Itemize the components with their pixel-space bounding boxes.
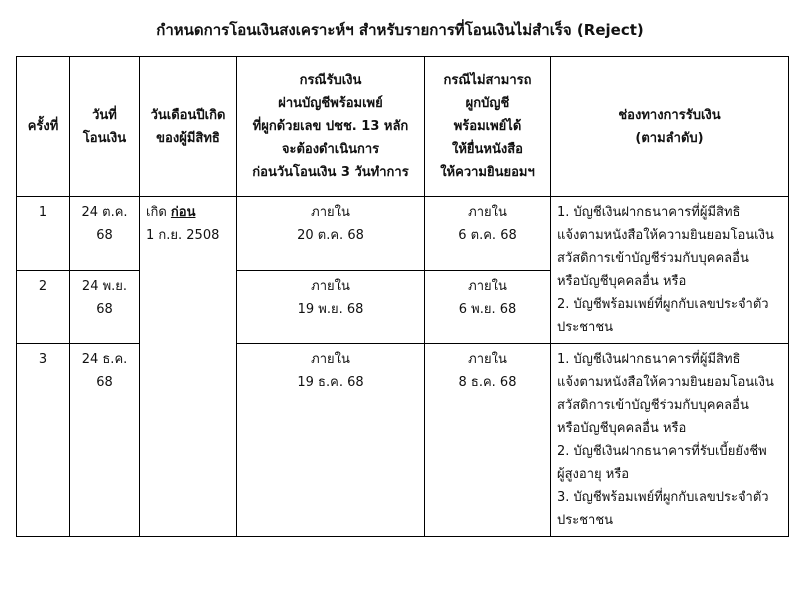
header-channels: ช่องทางการรับเงิน (ตามลำดับ) bbox=[551, 57, 789, 197]
transfer-date-cell: 24 ธ.ค. 68 bbox=[70, 344, 140, 537]
no-promptpay-deadline-cell: ภายใน 6 พ.ย. 68 bbox=[425, 270, 551, 344]
reject-transfer-schedule-table bbox=[16, 56, 789, 537]
round-cell: 1 bbox=[17, 197, 70, 271]
channels-cell: 1. บัญชีเงินฝากธนาคารที่ผู้มีสิทธิ แจ้งตามหนังสือให้ความยินยอมโอนเงิน สวัสดิการเข้าบัญชีร่วมกับบุคคลอื่น หรือบัญชีบุคคลอื่น หรือ 2. บัญชีเงินฝากธนาคารที่รับเบี้ยยังชีพ ผู้สูงอายุ หรือ 3. บัญชีพร้อมเพย์ที่ผูกกับเลขประจำตัว ประชาชน bbox=[551, 344, 789, 537]
before-underlined: ก่อน bbox=[170, 205, 196, 220]
no-promptpay-deadline-cell: ภายใน 8 ธ.ค. 68 bbox=[425, 344, 551, 537]
birth-date-cell: เกิด ก่อน 1 ก.ย. 2508 bbox=[140, 197, 237, 537]
channels-cell: 1. บัญชีเงินฝากธนาคารที่ผู้มีสิทธิ แจ้งตามหนังสือให้ความยินยอมโอนเงิน สวัสดิการเข้าบัญชีร่วมกับบุคคลอื่น หรือบัญชีบุคคลอื่น หรือ 2. บัญชีพร้อมเพย์ที่ผูกกับเลขประจำตัว ประชาชน bbox=[551, 197, 789, 344]
round-cell: 2 bbox=[17, 270, 70, 344]
table-row bbox=[17, 197, 789, 271]
header-round: ครั้งที่ bbox=[17, 57, 70, 197]
header-no-promptpay: กรณีไม่สามารถ ผูกบัญชี พร้อมเพย์ได้ ให้ยื่นหนังสือ ให้ความยินยอมฯ bbox=[425, 57, 551, 197]
header-promptpay: กรณีรับเงิน ผ่านบัญชีพร้อมเพย์ ที่ผูกด้วยเลข ปชช. 13 หลัก จะต้องดำเนินการ ก่อนวันโอนเงิน 3 วันทำการ bbox=[237, 57, 425, 197]
promptpay-deadline-cell: ภายใน 19 ธ.ค. 68 bbox=[237, 344, 425, 537]
transfer-date-cell: 24 ต.ค. 68 bbox=[70, 197, 140, 271]
promptpay-deadline-cell: ภายใน 19 พ.ย. 68 bbox=[237, 270, 425, 344]
promptpay-deadline-cell: ภายใน 20 ต.ค. 68 bbox=[237, 197, 425, 271]
transfer-date-cell: 24 พ.ย. 68 bbox=[70, 270, 140, 344]
table-header-row bbox=[17, 57, 789, 197]
round-cell: 3 bbox=[17, 344, 70, 537]
document-title: กำหนดการโอนเงินสงเคราะห์ฯ สำหรับรายการที่โอนเงินไม่สำเร็จ (Reject) bbox=[156, 21, 644, 39]
header-birth-date: วันเดือนปีเกิด ของผู้มีสิทธิ bbox=[140, 57, 237, 197]
header-transfer-date: วันที่ โอนเงิน bbox=[70, 57, 140, 197]
no-promptpay-deadline-cell: ภายใน 6 ต.ค. 68 bbox=[425, 197, 551, 271]
table-row bbox=[17, 344, 789, 537]
